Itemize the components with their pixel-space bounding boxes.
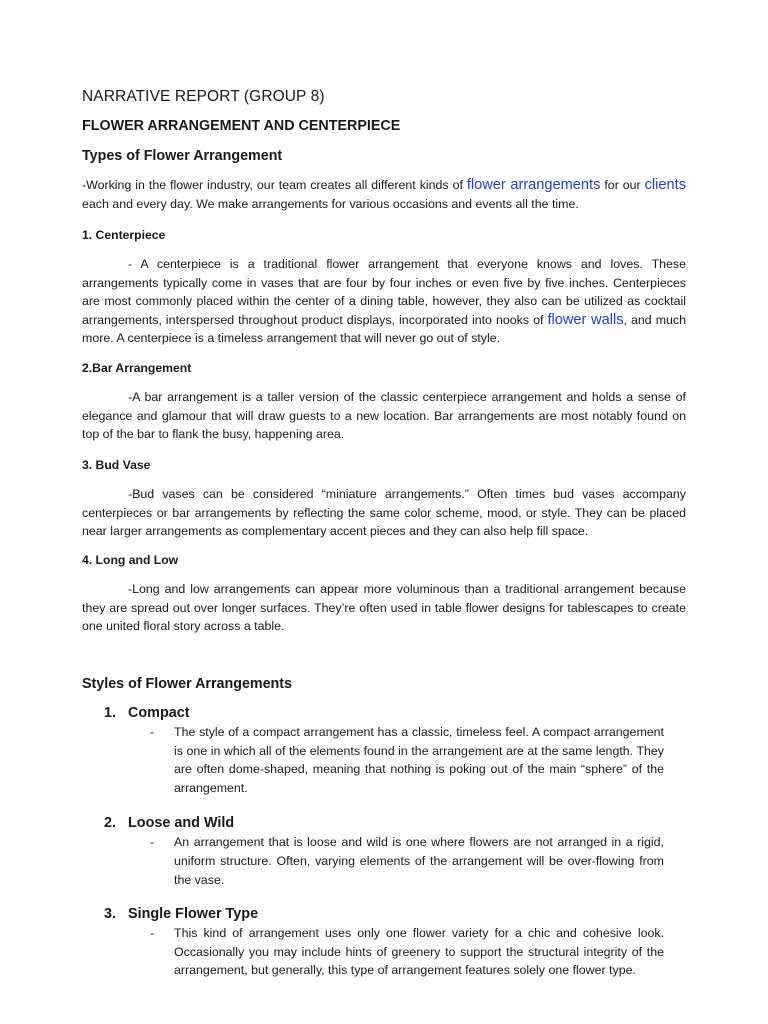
style-title-loose-and-wild: [104, 814, 686, 833]
style-title-compact: [104, 704, 686, 723]
style-item-compact: [104, 704, 686, 797]
section-heading-centerpiece: 1. Centerpiece: [82, 228, 166, 242]
style-description-compact: [150, 723, 664, 797]
centerpiece-text-1: - A centerpiece is a traditional flower arrangement that everyone knows and loves. These arrangements typically come in vases that are four by four inches or even five by five inches. Centerpieces are most commonly placed within the center of a dining table, however, they also can be utilized as cocktail arrangements, interspersed throughout product displays, incorporated into nooks of: [82, 257, 686, 327]
intro-text-1: -Working in the flower industry, our team creates all different kinds of: [82, 178, 467, 192]
style-item-single-flower-type: [104, 905, 686, 980]
document-subtitle: FLOWER ARRANGEMENT AND CENTERPIECE: [82, 118, 401, 134]
list-number: 3.: [104, 906, 117, 923]
clients-link[interactable]: clients: [644, 177, 686, 193]
styles-heading: Styles of Flower Arrangements: [82, 676, 293, 692]
flower-arrangements-link[interactable]: flower arrangements: [466, 177, 601, 193]
long-and-low-paragraph: [82, 580, 686, 636]
style-description-loose-and-wild: [150, 833, 664, 889]
section-heading-bar-arrangement: 2.Bar Arrangement: [82, 361, 192, 375]
section-heading-bud-vase: 3. Bud Vase: [82, 458, 151, 472]
intro-text-3: each and every day. We make arrangements for various occasions and events all the time.: [82, 196, 579, 211]
section-heading-long-and-low: 4. Long and Low: [82, 553, 179, 567]
dash-bullet: -: [150, 835, 155, 850]
document-title: NARRATIVE REPORT (GROUP 8): [82, 88, 325, 105]
list-number: 2.: [104, 815, 117, 832]
dash-bullet: -: [150, 926, 155, 941]
intro-paragraph: [82, 176, 686, 213]
style-description-text: An arrangement that is loose and wild is one where flowers are not arranged in a rigid, uniform structure. Often, varying elements of the arrangement will be over-flowing from the vase.: [174, 835, 664, 887]
style-item-loose-and-wild: [104, 814, 686, 889]
style-title-text: Loose and Wild: [128, 815, 235, 832]
bud-vase-paragraph: [82, 485, 686, 541]
centerpiece-paragraph: [82, 255, 686, 348]
bar-arrangement-paragraph: [82, 388, 686, 444]
style-description-text: This kind of arrangement uses only one flower variety for a chic and cohesive look. Occasionally you may include hints of greenery to support the structural integrity of the arrangement, but generally, this type of arrangement features solely one flower type.: [174, 926, 664, 978]
bar-arrangement-text: -A bar arrangement is a taller version of the classic centerpiece arrangement and holds a sense of elegance and glamour that will draw guests to a new location. Bar arrangements are most notably found on top of the bar to flank the busy, happening area.: [82, 390, 686, 442]
style-description-text: The style of a compact arrangement has a classic, timeless feel. A compact arrangement is one in which all of the elements found in the arrangement are at the same length. They are often dome-shaped, meaning that nothing is poking out of the main “sphere” of the arrangement.: [174, 725, 664, 795]
styles-list: [104, 704, 686, 980]
style-title-text: Single Flower Type: [128, 906, 259, 923]
style-title-text: Compact: [128, 705, 190, 721]
style-description-single-flower-type: [150, 924, 664, 980]
intro-text-2: for our: [600, 178, 645, 192]
bud-vase-text: -Bud vases can be considered “miniature arrangements.” Often times bud vases accompany centerpieces or bar arrangements by reflecting the same color scheme, mood, or style. They can be placed near larger arrangements as complementary accent pieces and they can also help fill space.: [82, 487, 686, 539]
types-heading: Types of Flower Arrangement: [82, 148, 283, 164]
centerpiece-text-2: , and much more. A centerpiece is a timeless arrangement that will never go out of style.: [82, 312, 686, 346]
style-title-single-flower-type: [104, 905, 686, 924]
long-and-low-text: -Long and low arrangements can appear more voluminous than a traditional arrangement because they are spread out over longer surfaces. They’re often used in table flower designs for tablescapes to create one united floral story across a table.: [82, 582, 686, 634]
list-number: 1.: [104, 705, 117, 721]
flower-walls-link[interactable]: flower walls: [547, 311, 624, 328]
dash-bullet: -: [150, 725, 155, 739]
